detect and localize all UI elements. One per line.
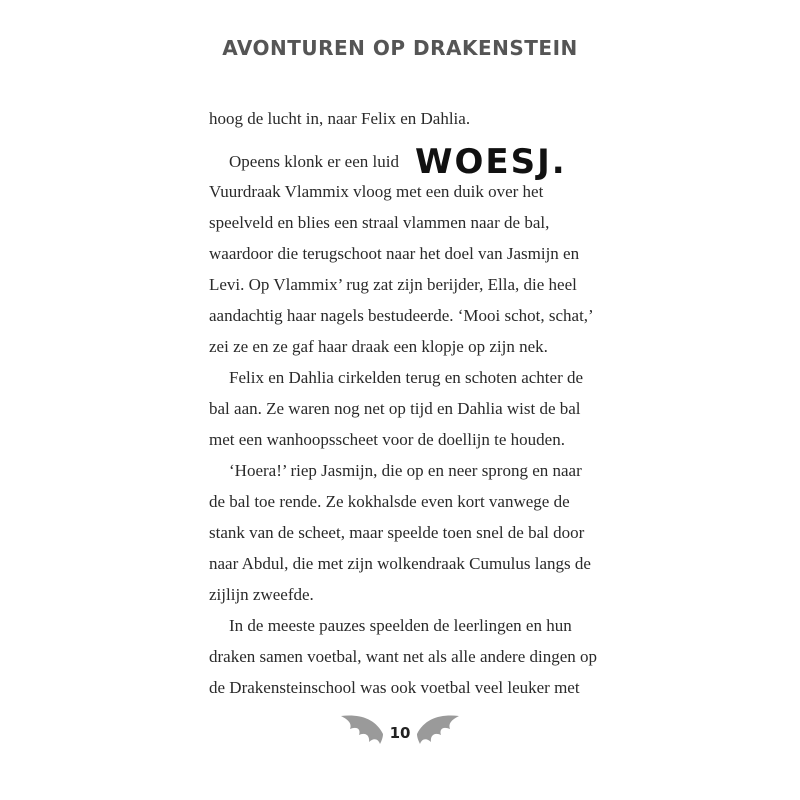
running-title: AVONTUREN OP DRAKENSTEIN [222, 36, 578, 60]
text-line: stank van de scheet, maar speelde toen snel de bal door [209, 523, 585, 542]
text-line: speelveld en blies een straal vlammen naar de bal, [209, 213, 550, 232]
text-line: Vuurdraak Vlammix vloog met een duik over het [209, 182, 544, 201]
page-number: 10 [389, 724, 411, 742]
text-line: draken samen voetbal, want net als alle andere dingen op [209, 647, 598, 666]
text-line: In de meeste pauzes speelden de leerlingen en hun [229, 616, 572, 635]
text-line: bal aan. Ze waren nog net op tijd en Dahlia wist de bal [209, 399, 581, 418]
text-line: Opeens klonk er een luid [229, 152, 399, 171]
text-line: de Drakensteinschool was ook voetbal veel leuker met [209, 678, 580, 697]
text-line: de bal toe rende. Ze kokhalsde even kort vanwege de [209, 492, 570, 511]
text-line: waardoor die terugschoot naar het doel van Jasmijn en [209, 244, 580, 263]
body-text [209, 103, 598, 703]
text-line: naar Abdul, die met zijn wolkendraak Cumulus langs de [209, 554, 591, 573]
text-line: Levi. Op Vlammix’ rug zat zijn berijder, Ella, die heel [209, 275, 577, 294]
text-line: zijlijn zweefde. [209, 585, 314, 604]
sound-effect: WOESJ. [414, 142, 567, 182]
text-line: ‘Hoera!’ riep Jasmijn, die op en neer sprong en naar [229, 461, 582, 480]
page-footer [335, 704, 465, 764]
text-line: zei ze en ze gaf haar draak een klopje op zijn nek. [209, 337, 548, 356]
text-line-with-sound [209, 136, 589, 182]
text-line: met een wanhoopsscheet voor de doellijn te houden. [209, 430, 565, 449]
text-line: Felix en Dahlia cirkelden terug en schoten achter de [229, 368, 584, 387]
text-line: hoog de lucht in, naar Felix en Dahlia. [209, 109, 471, 128]
text-line: aandachtig haar nagels bestudeerde. ‘Mooi schot, schat,’ [209, 306, 594, 325]
